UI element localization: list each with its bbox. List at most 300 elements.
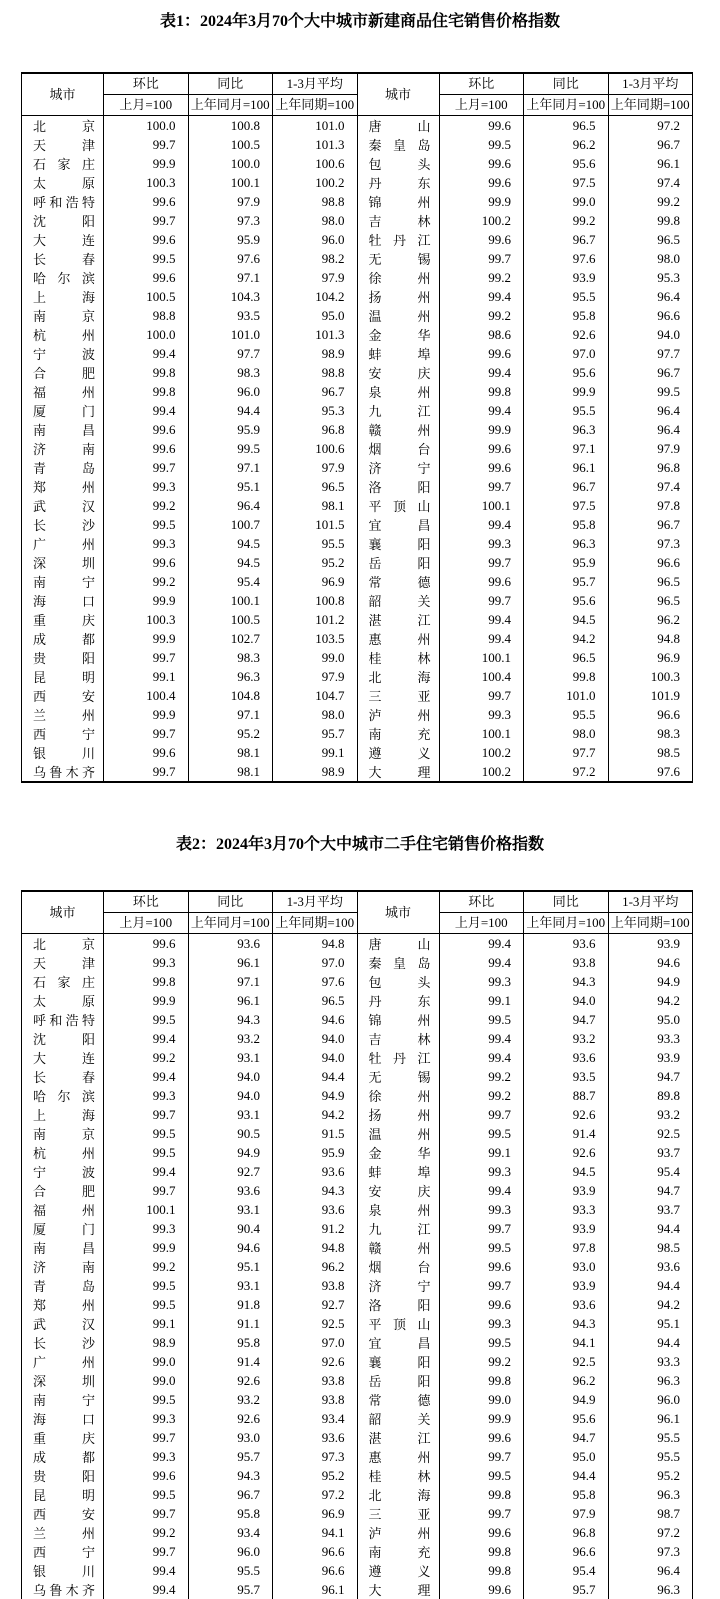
index-value-cell: 99.7	[104, 724, 189, 743]
city-cell	[357, 268, 439, 287]
index-value-cell: 93.8	[524, 953, 609, 972]
table-row	[22, 135, 693, 154]
city-name: 宁波	[33, 1165, 95, 1180]
city-name: 银川	[33, 746, 95, 761]
index-value-cell: 99.2	[439, 306, 524, 325]
city-name: 哈尔滨	[33, 271, 95, 286]
table-row	[22, 1485, 693, 1504]
index-value-cell: 100.1	[188, 173, 273, 192]
index-value-cell: 99.7	[104, 458, 189, 477]
index-value-cell: 99.7	[104, 1181, 189, 1200]
index-value-cell: 97.0	[524, 344, 609, 363]
index-value-cell: 93.9	[524, 1219, 609, 1238]
index-value-cell: 99.8	[439, 1371, 524, 1390]
index-value-cell: 104.3	[188, 287, 273, 306]
index-value-cell: 98.0	[524, 724, 609, 743]
city-cell	[357, 1542, 439, 1561]
index-value-cell: 92.5	[608, 1124, 693, 1143]
index-value-cell: 95.5	[188, 1561, 273, 1580]
index-value-cell: 99.9	[104, 991, 189, 1010]
table-row	[22, 686, 693, 705]
index-value-cell: 96.7	[524, 230, 609, 249]
table-row	[22, 154, 693, 173]
city-cell	[357, 1067, 439, 1086]
index-value-cell: 93.8	[273, 1371, 358, 1390]
index-value-cell: 100.8	[188, 116, 273, 136]
index-value-cell: 99.1	[439, 991, 524, 1010]
index-value-cell: 99.9	[439, 192, 524, 211]
index-value-cell: 99.3	[439, 705, 524, 724]
index-value-cell: 91.1	[188, 1314, 273, 1333]
header-avg: 1-3月平均	[273, 73, 358, 95]
table-row	[22, 1542, 693, 1561]
index-value-cell: 97.7	[524, 743, 609, 762]
city-cell	[357, 420, 439, 439]
index-value-cell: 99.4	[104, 1029, 189, 1048]
city-cell	[22, 591, 104, 610]
index-value-cell: 95.0	[524, 1447, 609, 1466]
city-cell	[357, 1314, 439, 1333]
city-name: 昆明	[33, 670, 95, 685]
index-value-cell: 96.6	[608, 705, 693, 724]
city-cell	[357, 648, 439, 667]
city-cell	[357, 724, 439, 743]
city-name: 锦州	[368, 1013, 431, 1028]
city-name: 成都	[33, 1450, 95, 1465]
index-value-cell: 99.6	[104, 420, 189, 439]
index-value-cell: 93.1	[188, 1276, 273, 1295]
city-name: 太原	[33, 176, 95, 191]
table1-title: 表1：2024年3月70个大中城市新建商品住宅销售价格指数	[159, 13, 560, 30]
index-value-cell: 97.2	[524, 762, 609, 782]
index-value-cell: 100.0	[104, 116, 189, 136]
city-cell	[357, 1485, 439, 1504]
index-value-cell: 99.7	[439, 686, 524, 705]
city-cell	[357, 1238, 439, 1257]
city-cell	[22, 1561, 104, 1580]
table-row	[22, 1276, 693, 1295]
city-name: 西宁	[33, 727, 95, 742]
city-cell	[22, 401, 104, 420]
table-row	[22, 1181, 693, 1200]
table-row	[22, 1371, 693, 1390]
city-cell	[22, 306, 104, 325]
city-name: 长沙	[33, 1336, 95, 1351]
city-cell	[22, 211, 104, 230]
city-cell	[357, 192, 439, 211]
index-value-cell: 99.4	[439, 401, 524, 420]
index-value-cell: 99.7	[104, 211, 189, 230]
index-value-cell: 99.2	[104, 1257, 189, 1276]
index-value-cell: 94.9	[608, 972, 693, 991]
city-name: 安庆	[368, 1184, 431, 1199]
city-cell	[22, 363, 104, 382]
city-name: 岳阳	[368, 556, 431, 571]
index-value-cell: 99.5	[104, 1124, 189, 1143]
city-cell	[22, 1447, 104, 1466]
table-row	[22, 477, 693, 496]
city-cell	[22, 439, 104, 458]
city-cell	[357, 1010, 439, 1029]
city-cell	[22, 1200, 104, 1219]
index-value-cell: 96.1	[524, 458, 609, 477]
city-cell	[357, 477, 439, 496]
table-row	[22, 629, 693, 648]
index-value-cell: 94.7	[608, 1067, 693, 1086]
table-row	[22, 1086, 693, 1105]
index-value-cell: 99.3	[104, 1409, 189, 1428]
city-cell	[22, 230, 104, 249]
index-value-cell: 97.1	[188, 458, 273, 477]
city-name: 烟台	[368, 442, 431, 457]
header-avg: 1-3月平均	[608, 73, 693, 95]
index-value-cell: 93.7	[608, 1143, 693, 1162]
header-yoy: 同比	[524, 73, 609, 95]
table-row	[22, 192, 693, 211]
city-name: 贵阳	[33, 651, 95, 666]
index-value-cell: 99.5	[104, 515, 189, 534]
index-value-cell: 93.3	[524, 1200, 609, 1219]
index-value-cell: 93.6	[273, 1162, 358, 1181]
table-row	[22, 287, 693, 306]
table-row	[22, 1219, 693, 1238]
index-value-cell: 96.3	[524, 420, 609, 439]
index-value-cell: 95.0	[273, 306, 358, 325]
index-value-cell: 100.1	[439, 648, 524, 667]
index-value-cell: 99.6	[439, 439, 524, 458]
index-value-cell: 99.8	[104, 363, 189, 382]
table-row	[22, 1238, 693, 1257]
city-name: 大连	[33, 233, 95, 248]
index-value-cell: 99.1	[104, 667, 189, 686]
index-value-cell: 100.5	[188, 610, 273, 629]
index-value-cell: 99.7	[439, 591, 524, 610]
index-value-cell: 99.7	[104, 1542, 189, 1561]
table-row	[22, 363, 693, 382]
city-name: 泉州	[368, 385, 431, 400]
index-value-cell: 99.6	[104, 934, 189, 954]
index-value-cell: 99.4	[104, 1580, 189, 1599]
city-cell	[357, 610, 439, 629]
city-cell	[22, 325, 104, 344]
index-value-cell: 99.8	[439, 382, 524, 401]
city-name: 惠州	[368, 1450, 431, 1465]
city-cell	[357, 230, 439, 249]
city-name: 温州	[368, 309, 431, 324]
index-value-cell: 96.6	[273, 1561, 358, 1580]
city-cell	[357, 667, 439, 686]
index-value-cell: 100.4	[104, 686, 189, 705]
index-value-cell: 97.2	[608, 1523, 693, 1542]
index-value-cell: 94.7	[524, 1010, 609, 1029]
city-cell	[22, 1333, 104, 1352]
index-value-cell: 94.3	[524, 1314, 609, 1333]
table-row	[22, 1523, 693, 1542]
city-cell	[357, 1124, 439, 1143]
index-value-cell: 93.2	[524, 1029, 609, 1048]
table-row	[22, 1428, 693, 1447]
index-value-cell: 92.6	[524, 1105, 609, 1124]
index-value-cell: 100.5	[104, 287, 189, 306]
table-row	[22, 762, 693, 782]
index-value-cell: 99.1	[104, 1314, 189, 1333]
index-value-cell: 91.2	[273, 1219, 358, 1238]
index-value-cell: 97.9	[273, 458, 358, 477]
header-avg: 1-3月平均	[608, 891, 693, 913]
city-cell	[22, 268, 104, 287]
city-cell	[22, 1048, 104, 1067]
index-value-cell: 93.2	[188, 1029, 273, 1048]
index-value-cell: 99.6	[104, 230, 189, 249]
index-value-cell: 93.5	[188, 306, 273, 325]
city-cell	[357, 1105, 439, 1124]
index-value-cell: 99.5	[104, 1295, 189, 1314]
index-value-cell: 92.6	[188, 1409, 273, 1428]
index-value-cell: 95.5	[608, 1428, 693, 1447]
city-name: 乌鲁木齐	[33, 1583, 95, 1598]
header-yoy-base: 上年同月=100	[524, 95, 609, 116]
city-name: 呼和浩特	[33, 1013, 95, 1028]
table-row	[22, 1162, 693, 1181]
index-value-cell: 99.7	[439, 1219, 524, 1238]
index-value-cell: 93.6	[273, 1200, 358, 1219]
city-cell	[22, 572, 104, 591]
table-row	[22, 439, 693, 458]
index-value-cell: 96.1	[273, 1580, 358, 1599]
index-value-cell: 96.4	[608, 420, 693, 439]
index-value-cell: 97.9	[273, 667, 358, 686]
index-value-cell: 100.8	[273, 591, 358, 610]
index-value-cell: 99.9	[524, 382, 609, 401]
index-value-cell: 99.3	[104, 1219, 189, 1238]
index-value-cell: 97.4	[608, 173, 693, 192]
city-name: 武汉	[33, 499, 95, 514]
index-value-cell: 101.3	[273, 325, 358, 344]
index-value-cell: 96.7	[188, 1485, 273, 1504]
index-value-cell: 94.0	[273, 1029, 358, 1048]
index-value-cell: 96.7	[524, 477, 609, 496]
index-value-cell: 96.1	[188, 953, 273, 972]
city-cell	[357, 762, 439, 782]
index-value-cell: 95.6	[524, 154, 609, 173]
table-row	[22, 705, 693, 724]
index-value-cell: 99.5	[188, 439, 273, 458]
city-name: 秦皇岛	[368, 956, 431, 971]
index-value-cell: 99.5	[439, 1010, 524, 1029]
index-value-cell: 94.2	[608, 1295, 693, 1314]
city-cell	[22, 1485, 104, 1504]
index-value-cell: 98.3	[608, 724, 693, 743]
city-cell	[357, 1447, 439, 1466]
table-row	[22, 591, 693, 610]
city-cell	[357, 1200, 439, 1219]
city-cell	[357, 458, 439, 477]
index-value-cell: 95.8	[524, 515, 609, 534]
city-cell	[22, 1105, 104, 1124]
index-value-cell: 95.8	[524, 1485, 609, 1504]
index-value-cell: 100.5	[188, 135, 273, 154]
city-name: 乌鲁木齐	[33, 765, 95, 780]
index-value-cell: 94.4	[608, 1333, 693, 1352]
table-row	[22, 1333, 693, 1352]
index-value-cell: 99.6	[104, 192, 189, 211]
city-name: 九江	[368, 404, 431, 419]
city-cell	[22, 1067, 104, 1086]
table-row	[22, 230, 693, 249]
index-value-cell: 97.6	[273, 972, 358, 991]
index-value-cell: 99.7	[104, 1105, 189, 1124]
city-cell	[357, 972, 439, 991]
table-row	[22, 211, 693, 230]
index-value-cell: 94.9	[524, 1390, 609, 1409]
index-value-cell: 99.4	[104, 1561, 189, 1580]
city-name: 太原	[33, 994, 95, 1009]
index-value-cell: 99.0	[273, 648, 358, 667]
table-row	[22, 1295, 693, 1314]
index-value-cell: 101.0	[524, 686, 609, 705]
city-cell	[22, 972, 104, 991]
index-value-cell: 93.9	[608, 934, 693, 954]
index-value-cell: 99.5	[104, 249, 189, 268]
index-value-cell: 99.8	[439, 1542, 524, 1561]
index-value-cell: 98.9	[273, 762, 358, 782]
index-value-cell: 96.5	[608, 572, 693, 591]
city-name: 南昌	[33, 423, 95, 438]
index-value-cell: 94.7	[608, 1181, 693, 1200]
city-cell	[22, 382, 104, 401]
index-value-cell: 100.2	[439, 762, 524, 782]
header-yoy: 同比	[524, 891, 609, 913]
index-value-cell: 96.8	[273, 420, 358, 439]
index-value-cell: 93.9	[524, 268, 609, 287]
index-value-cell: 100.1	[188, 591, 273, 610]
city-name: 赣州	[368, 423, 431, 438]
header-avg-base: 上年同期=100	[608, 913, 693, 934]
header-city: 城市	[357, 891, 439, 934]
city-name: 平顶山	[368, 499, 431, 514]
table-row	[22, 1010, 693, 1029]
index-value-cell: 99.6	[439, 1257, 524, 1276]
city-cell	[357, 515, 439, 534]
index-value-cell: 94.0	[188, 1067, 273, 1086]
index-value-cell: 98.1	[188, 743, 273, 762]
index-value-cell: 96.2	[608, 610, 693, 629]
city-name: 北京	[33, 937, 95, 952]
index-value-cell: 99.9	[104, 1238, 189, 1257]
index-value-cell: 100.1	[439, 724, 524, 743]
index-value-cell: 98.0	[273, 211, 358, 230]
table-row	[22, 515, 693, 534]
index-value-cell: 95.4	[188, 572, 273, 591]
city-cell	[22, 1257, 104, 1276]
city-cell	[22, 724, 104, 743]
city-name: 上海	[33, 290, 95, 305]
index-value-cell: 93.0	[524, 1257, 609, 1276]
index-value-cell: 99.7	[439, 553, 524, 572]
index-value-cell: 96.5	[608, 591, 693, 610]
city-name: 牡丹江	[368, 233, 431, 248]
city-name: 烟台	[368, 1260, 431, 1275]
table-row	[22, 1105, 693, 1124]
city-name: 常德	[368, 575, 431, 590]
index-value-cell: 97.9	[524, 1504, 609, 1523]
index-value-cell: 97.0	[273, 1333, 358, 1352]
index-value-cell: 95.5	[273, 534, 358, 553]
city-name: 福州	[33, 1203, 95, 1218]
index-value-cell: 99.5	[439, 1124, 524, 1143]
city-name: 呼和浩特	[33, 195, 95, 210]
table-row	[22, 972, 693, 991]
city-cell	[22, 629, 104, 648]
city-cell	[22, 610, 104, 629]
city-name: 无锡	[368, 1070, 431, 1085]
city-cell	[357, 534, 439, 553]
index-value-cell: 94.0	[273, 1048, 358, 1067]
city-name: 南充	[368, 727, 431, 742]
index-value-cell: 89.8	[608, 1086, 693, 1105]
table-row	[22, 420, 693, 439]
index-value-cell: 95.8	[188, 1333, 273, 1352]
city-cell	[22, 420, 104, 439]
city-name: 徐州	[368, 271, 431, 286]
index-value-cell: 95.1	[608, 1314, 693, 1333]
index-value-cell: 91.8	[188, 1295, 273, 1314]
index-value-cell: 94.5	[524, 1162, 609, 1181]
index-value-cell: 93.8	[273, 1390, 358, 1409]
index-value-cell: 94.0	[188, 1086, 273, 1105]
city-name: 湛江	[368, 613, 431, 628]
index-value-cell: 99.2	[608, 192, 693, 211]
table-row	[22, 496, 693, 515]
table-row	[22, 667, 693, 686]
city-name: 武汉	[33, 1317, 95, 1332]
index-value-cell: 97.1	[188, 705, 273, 724]
city-name: 西安	[33, 689, 95, 704]
index-value-cell: 99.6	[439, 344, 524, 363]
city-name: 三亚	[368, 689, 431, 704]
city-cell	[357, 591, 439, 610]
city-name: 大理	[368, 765, 431, 780]
city-name: 南宁	[33, 1393, 95, 1408]
index-value-cell: 99.4	[439, 1048, 524, 1067]
index-value-cell: 93.4	[273, 1409, 358, 1428]
index-value-cell: 95.2	[608, 1466, 693, 1485]
city-name: 济南	[33, 442, 95, 457]
index-value-cell: 97.3	[608, 1542, 693, 1561]
index-value-cell: 94.5	[524, 610, 609, 629]
city-name: 桂林	[368, 1469, 431, 1484]
index-value-cell: 99.7	[439, 1504, 524, 1523]
index-value-cell: 99.6	[439, 572, 524, 591]
index-value-cell: 93.5	[524, 1067, 609, 1086]
table-row	[22, 173, 693, 192]
city-name: 南宁	[33, 575, 95, 590]
city-name: 厦门	[33, 404, 95, 419]
index-value-cell: 99.2	[104, 496, 189, 515]
city-cell	[22, 1295, 104, 1314]
index-value-cell: 94.8	[273, 1238, 358, 1257]
index-value-cell: 91.4	[524, 1124, 609, 1143]
index-value-cell: 97.1	[524, 439, 609, 458]
index-value-cell: 98.3	[188, 363, 273, 382]
index-value-cell: 95.5	[524, 287, 609, 306]
table2-header	[22, 891, 693, 934]
index-value-cell: 97.7	[188, 344, 273, 363]
city-name: 吉林	[368, 214, 431, 229]
table2-body	[22, 934, 693, 1599]
city-cell	[22, 116, 104, 136]
city-cell	[357, 743, 439, 762]
